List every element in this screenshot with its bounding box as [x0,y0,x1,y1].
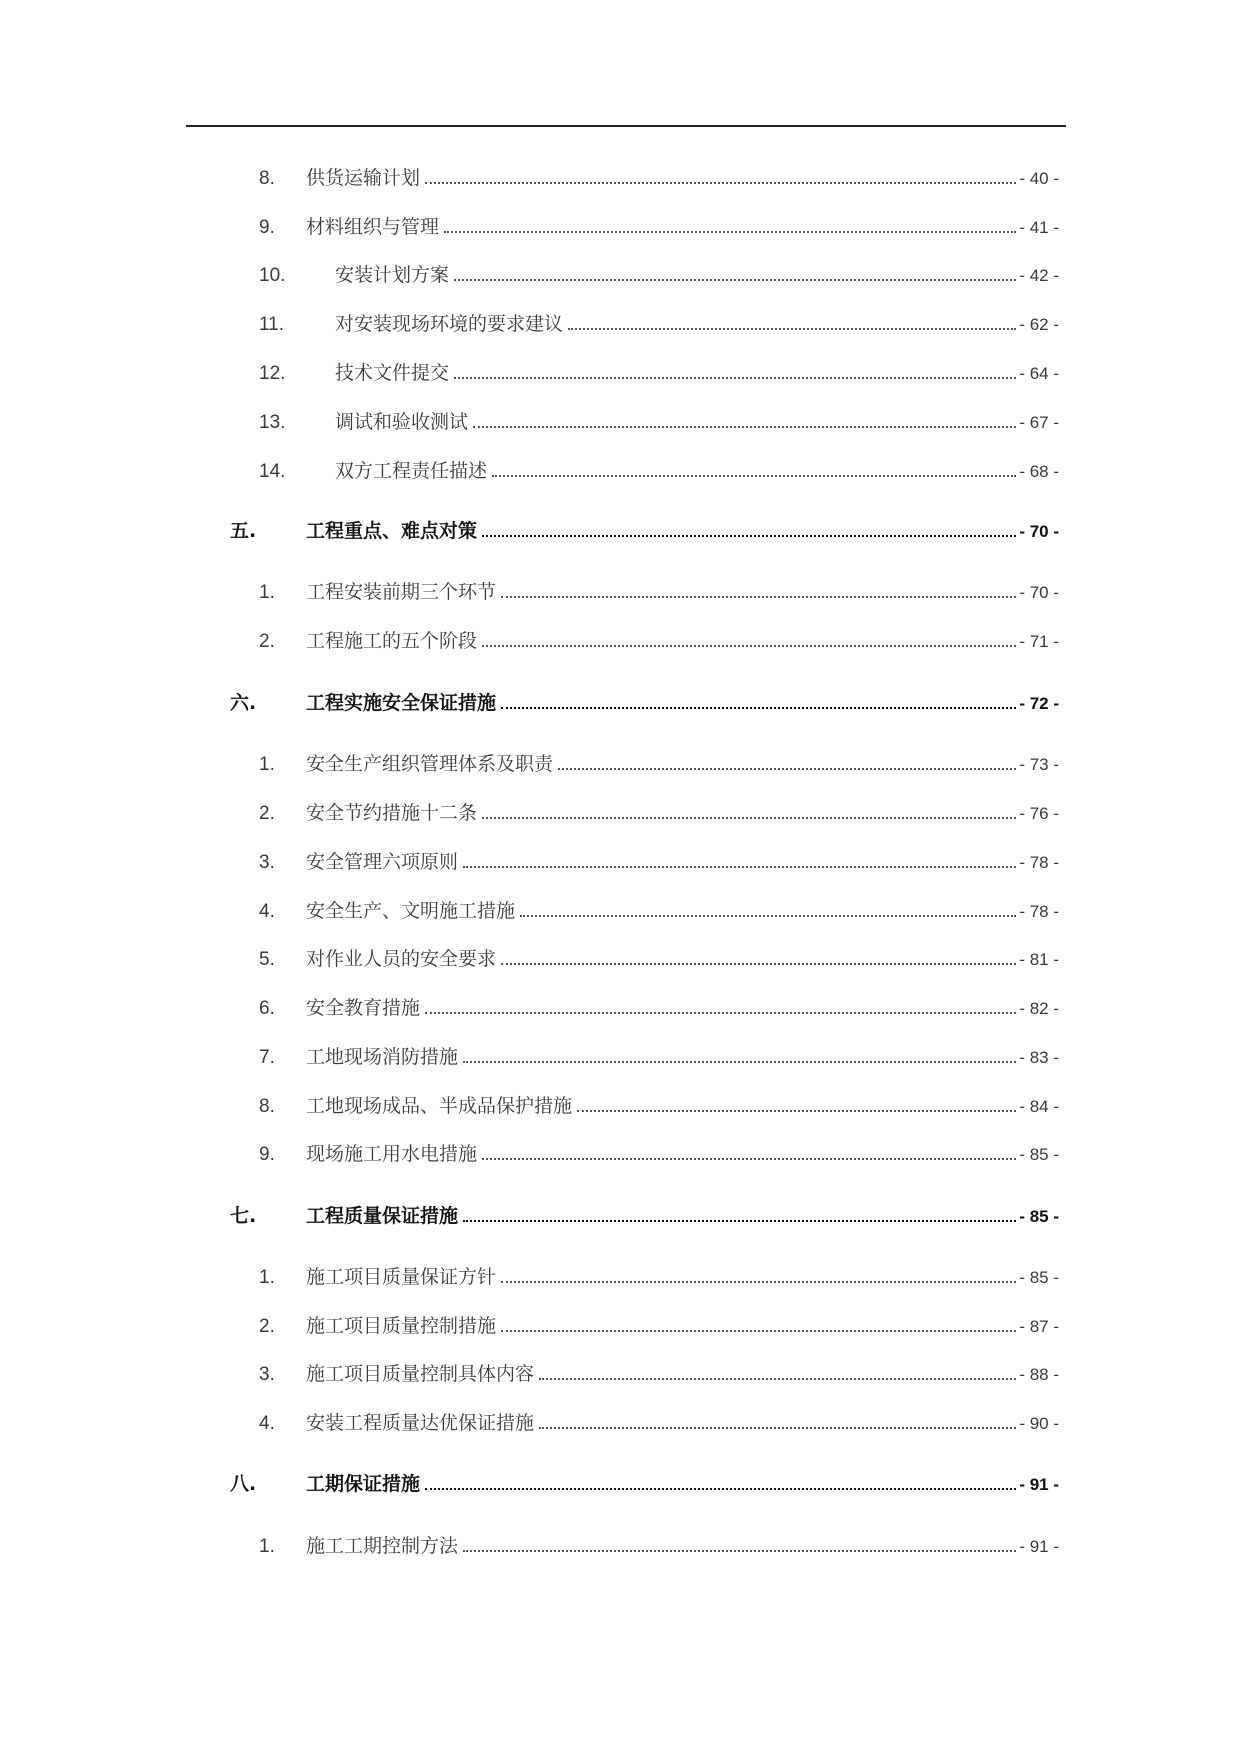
toc-entry-page: - 85 - [1019,1145,1059,1164]
toc-dot-leader [482,645,1016,647]
toc-dot-leader [463,1061,1016,1063]
toc-entry-number: 8. [259,1096,275,1117]
toc-entry[interactable] [259,163,1059,190]
toc-entry-number: 12. [259,363,286,384]
toc-chapter-page: - 85 - [1019,1207,1059,1226]
toc-entry[interactable] [259,847,1059,874]
toc-entry-number: 9. [259,1144,275,1165]
toc-dot-leader [482,1158,1016,1160]
toc-entry-title: 对安装现场环境的要求建议 [335,313,564,335]
toc-chapter-title: 工程实施安全保证措施 [306,692,497,714]
toc-entry-title: 工地现场消防措施 [306,1046,459,1068]
toc-dot-leader [425,1488,1016,1490]
toc-entry-page: - 84 - [1019,1097,1059,1116]
toc-entry-title: 安装计划方案 [335,264,450,286]
toc-dot-leader [425,1012,1016,1014]
toc-entry-number: 2. [259,803,275,824]
toc-entry[interactable] [259,309,1059,336]
toc-entry-page: - 42 - [1019,266,1059,285]
toc-dot-leader [463,1220,1016,1222]
toc-chapter-page: - 91 - [1019,1475,1059,1494]
toc-entry-page: - 64 - [1019,364,1059,383]
toc-entry-number: 13. [259,412,286,433]
toc-entry-number: 2. [259,1316,275,1337]
toc-entry[interactable] [259,212,1059,239]
toc-dot-leader [444,231,1016,233]
toc-entry-page: - 40 - [1019,169,1059,188]
toc-entry-title: 安全教育措施 [306,997,421,1019]
toc-dot-leader [539,1427,1016,1429]
toc-entry[interactable] [259,749,1059,776]
toc-entry-number: 1. [259,754,275,775]
toc-entry-number: 6. [259,998,275,1019]
toc-entry[interactable] [259,1139,1059,1166]
toc-entry[interactable] [259,1311,1059,1338]
toc-dot-leader [539,1378,1016,1380]
toc-entry-number: 10. [259,265,286,286]
toc-entry-page: - 88 - [1019,1365,1059,1384]
toc-entry-number: 1. [259,1267,275,1288]
toc-dot-leader [425,182,1016,184]
toc-entry-page: - 85 - [1019,1268,1059,1287]
toc-entry[interactable] [259,1531,1059,1558]
toc-entry-title: 工程施工的五个阶段 [306,630,478,652]
toc-entry[interactable] [259,626,1059,653]
toc-entry-title: 供货运输计划 [306,167,421,189]
toc-entry-page: - 71 - [1019,632,1059,651]
toc-entry-number: 9. [259,217,275,238]
toc-entry-page: - 67 - [1019,413,1059,432]
toc-entry-title: 施工工期控制方法 [306,1535,459,1557]
toc-dot-leader [520,915,1016,917]
toc-entry-page: - 76 - [1019,804,1059,823]
toc-dot-leader [482,817,1016,819]
toc-entry-page: - 73 - [1019,755,1059,774]
toc-chapter-entry[interactable] [230,516,1059,543]
toc-dot-leader [463,1550,1016,1552]
toc-entry-title: 施工项目质量控制具体内容 [306,1363,535,1385]
toc-entry[interactable] [259,1408,1059,1435]
toc-entry-title: 双方工程责任描述 [335,460,488,482]
toc-entry[interactable] [259,577,1059,604]
toc-dot-leader [558,768,1016,770]
toc-entry[interactable] [259,260,1059,287]
toc-chapter-entry[interactable] [230,1469,1059,1496]
toc-entry-page: - 78 - [1019,853,1059,872]
toc-entry-title: 安装工程质量达优保证措施 [306,1412,535,1434]
toc-entry[interactable] [259,896,1059,923]
toc-entry-number: 8. [259,168,275,189]
toc-entry-number: 3. [259,852,275,873]
toc-entry-title: 工程安装前期三个环节 [306,581,497,603]
toc-entry-number: 1. [259,582,275,603]
toc-entry-page: - 41 - [1019,218,1059,237]
toc-entry-page: - 90 - [1019,1414,1059,1433]
toc-entry-page: - 91 - [1019,1537,1059,1556]
toc-dot-leader [501,1330,1016,1332]
toc-dot-leader [492,475,1016,477]
toc-chapter-entry[interactable] [230,688,1059,715]
toc-entry-title: 技术文件提交 [335,362,450,384]
toc-entry[interactable] [259,798,1059,825]
toc-entry-page: - 83 - [1019,1048,1059,1067]
toc-dot-leader [501,963,1016,965]
toc-chapter-page: - 72 - [1019,694,1059,713]
toc-entry-number: 2. [259,631,275,652]
toc-entry-number: 4. [259,901,275,922]
toc-chapter-page: - 70 - [1019,522,1059,541]
toc-entry[interactable] [259,1359,1059,1386]
toc-entry-number: 7. [259,1047,275,1068]
toc-entry[interactable] [259,1262,1059,1289]
toc-entry-title: 材料组织与管理 [306,216,440,238]
toc-entry-page: - 62 - [1019,315,1059,334]
toc-dot-leader [501,1281,1016,1283]
toc-entry-number: 3. [259,1364,275,1385]
toc-entry[interactable] [259,944,1059,971]
toc-entry-title: 安全节约措施十二条 [306,802,478,824]
toc-entry[interactable] [259,456,1059,483]
toc-dot-leader [577,1110,1016,1112]
toc-entry[interactable] [259,1042,1059,1069]
header-rule [186,125,1066,127]
toc-entry-title: 安全生产、文明施工措施 [306,900,516,922]
toc-entry-number: 1. [259,1536,275,1557]
toc-entry-page: - 82 - [1019,999,1059,1018]
toc-chapter-title: 工程质量保证措施 [306,1205,459,1227]
toc-entry[interactable] [259,993,1059,1020]
toc-entry[interactable] [259,358,1059,385]
toc-entry-title: 现场施工用水电措施 [306,1143,478,1165]
toc-entry-title: 工地现场成品、半成品保护措施 [306,1095,573,1117]
toc-entry-page: - 78 - [1019,902,1059,921]
toc-dot-leader [501,596,1016,598]
toc-chapter-title: 工期保证措施 [306,1473,421,1495]
toc-chapter-number: 七. [230,1205,257,1227]
toc-entry-page: - 81 - [1019,950,1059,969]
toc-chapter-title: 工程重点、难点对策 [306,520,478,542]
toc-entry-title: 安全生产组织管理体系及职责 [306,753,554,775]
toc-entry-title: 安全管理六项原则 [306,851,459,873]
toc-entry-number: 4. [259,1413,275,1434]
toc-entry[interactable] [259,1091,1059,1118]
toc-entry-title: 施工项目质量保证方针 [306,1266,497,1288]
toc-entry-page: - 70 - [1019,583,1059,602]
toc-chapter-number: 六. [230,692,257,714]
toc-entry-number: 11. [259,314,285,335]
toc-entry-title: 调试和验收测试 [335,411,469,433]
toc-entry-number: 5. [259,949,275,970]
toc-dot-leader [454,279,1016,281]
toc-dot-leader [463,866,1016,868]
toc-dot-leader [454,377,1016,379]
toc-entry-number: 14. [259,461,286,482]
toc-entry-title: 对作业人员的安全要求 [306,948,497,970]
toc-dot-leader [482,535,1016,537]
toc-dot-leader [568,328,1016,330]
toc-chapter-entry[interactable] [230,1201,1059,1228]
toc-entry-page: - 87 - [1019,1317,1059,1336]
toc-dot-leader [501,707,1016,709]
toc-entry[interactable] [259,407,1059,434]
toc-chapter-number: 八. [230,1473,257,1495]
toc-entry-page: - 68 - [1019,462,1059,481]
toc-dot-leader [473,426,1016,428]
toc-chapter-number: 五. [230,520,257,542]
toc-entry-title: 施工项目质量控制措施 [306,1315,497,1337]
